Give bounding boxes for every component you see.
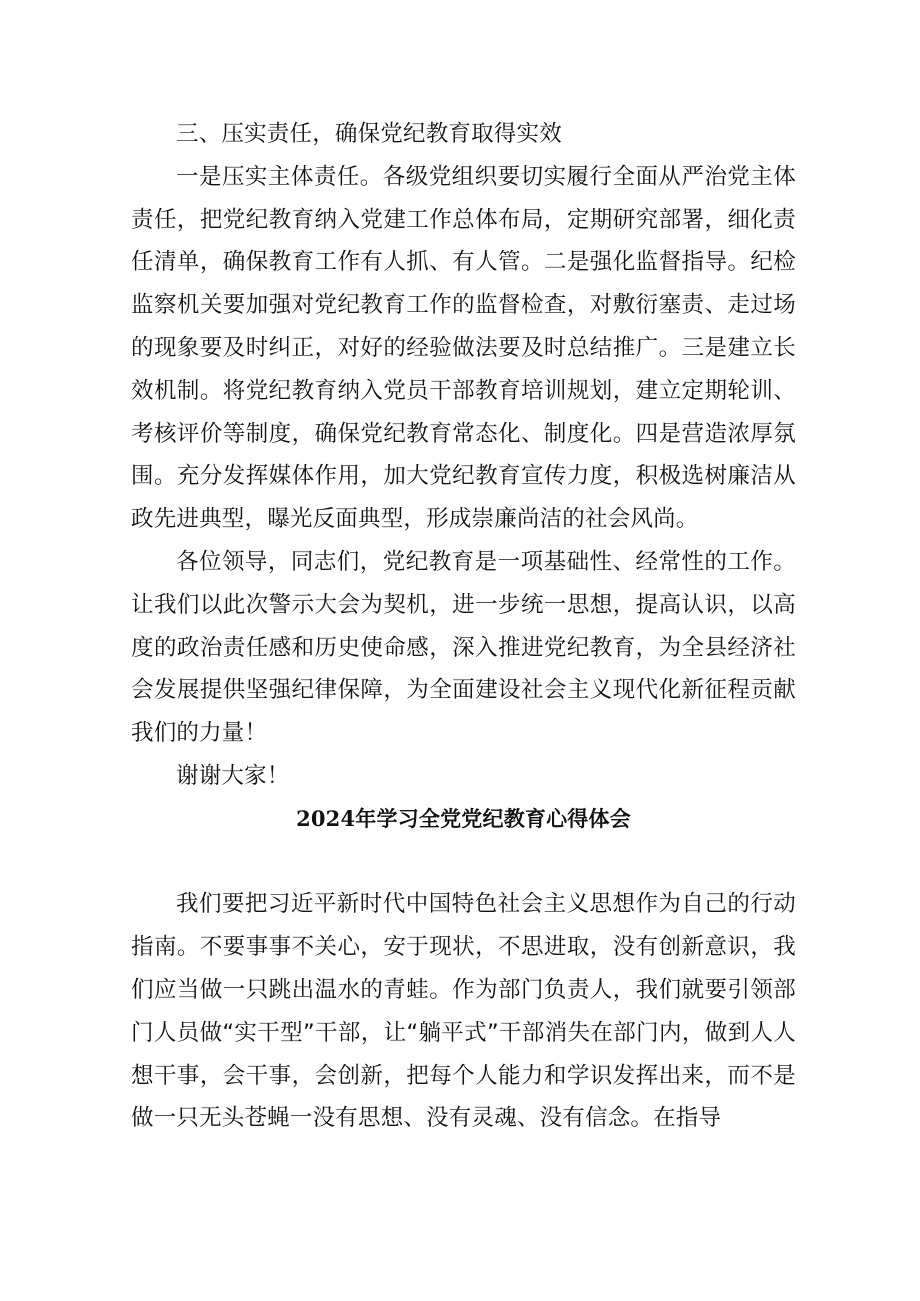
document-body	[131, 113, 796, 1140]
blank-line	[131, 841, 796, 884]
paragraph-thanks: 谢谢大家！	[176, 762, 290, 789]
paragraph-guidance: 我们要把习近平新时代中国特色社会主义思想作为自己的行动指南。不要事事不关心，安于现状，不思进取，没有创新意识，我们应当做一只跳出温水的青蛙。作为部门负责人，我们就要引领部门人员做“实干型”干部，让“躺平式”干部消失在部门内，做到人人想干事，会干事，会创新，把每个人能力和学识发挥出来，而不是做一只无头苍蝇一没有思想、没有灵魂、没有信念。在指导	[131, 891, 796, 1132]
section-heading: 三、压实责任，确保党纪教育取得实效	[176, 121, 562, 147]
paragraph-responsibilities: 一是压实主体责任。各级党组织要切实履行全面从严治党主体责任，把党纪教育纳入党建工作总体布局，定期研究部署，细化责任清单，确保教育工作有人抓、有人管。二是强化监督指导。纪检监察机关要加强对党纪教育工作的监督检查，对敷衍塞责、走过场的现象要及时纠正，对好的经验做法要及时总结推广。三是建立长效机制。将党纪教育纳入党员干部教育培训规划，建立定期轮训、考核评价等制度，确保党纪教育常态化、制度化。四是营造浓厚氛围。充分发挥媒体作用，加大党纪教育宣传力度，积极选树廉洁从政先进典型，曝光反面典型，形成崇廉尚洁的社会风尚。	[131, 163, 796, 533]
document-title: 2024年学习全党党纪教育心得体会	[296, 805, 631, 831]
paragraph-closing-remarks: 各位领导，同志们，党纪教育是一项基础性、经常性的工作。让我们以此次警示大会为契机，进一步统一思想，提高认识，以高度的政治责任感和历史使命感，深入推进党纪教育，为全县经济社会发展提供坚强纪律保障，为全面建设社会主义现代化新征程贡献我们的力量！	[131, 548, 796, 747]
